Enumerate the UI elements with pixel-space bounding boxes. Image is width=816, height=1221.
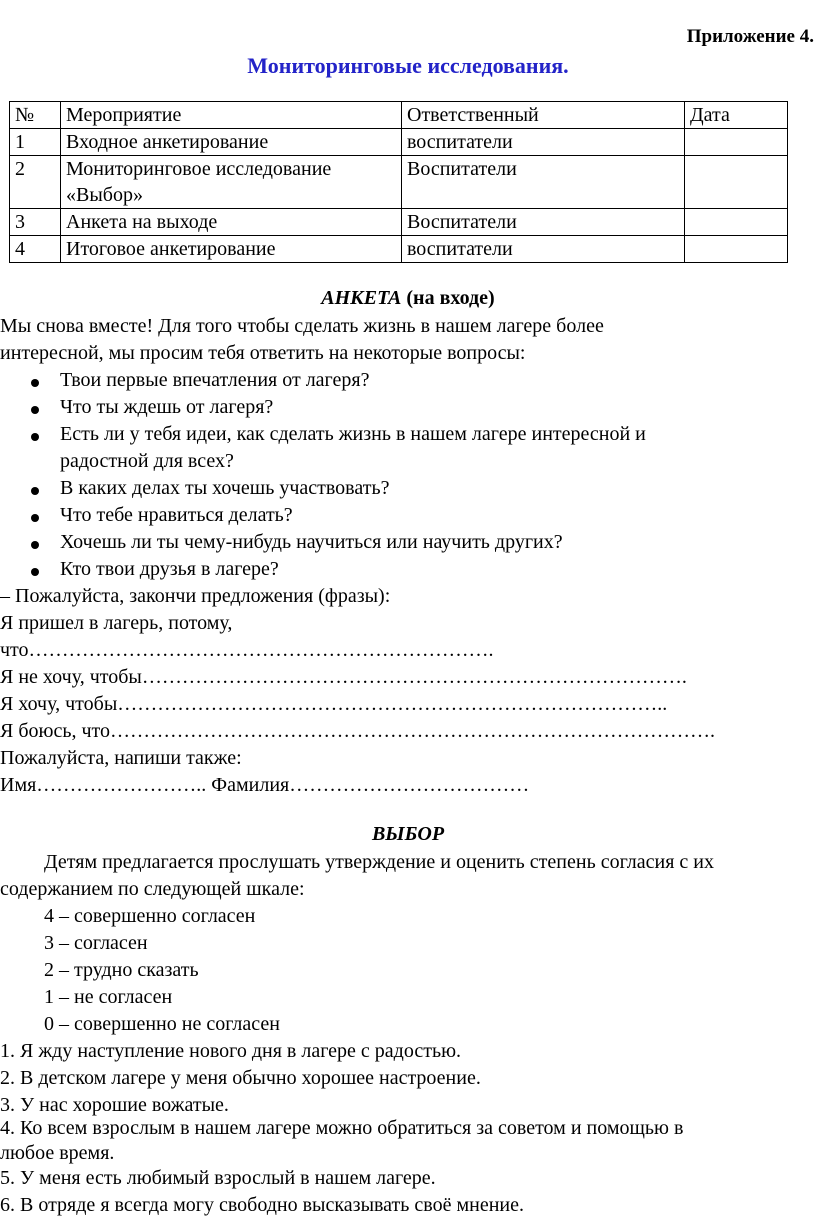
vybor-title <box>0 823 816 846</box>
table-header-row <box>10 102 788 129</box>
sentence-instruction: – Пожалуйста, закончи предложения (фразы): <box>0 585 391 607</box>
anketa-title-rest: (на входе) <box>401 287 495 309</box>
cell-date <box>685 156 788 209</box>
name-line: Имя…………………….. Фамилия……………………………… <box>0 774 530 796</box>
sentence-line: Пожалуйста, напиши также: <box>0 747 242 769</box>
bullet-dot-icon <box>31 541 39 549</box>
statement-item-continuation: любое время. <box>0 1142 115 1164</box>
cell-responsible: Воспитатели <box>402 156 685 209</box>
sentence-line: Я не хочу, чтобы………………………………………………………………………. <box>0 666 687 688</box>
statement-item: 1. Я жду наступление нового дня в лагере с радостью. <box>0 1040 462 1062</box>
statement-item: 6. В отряде я всегда могу свободно высказывать своё мнение. <box>0 1194 524 1216</box>
sentence-line: Я боюсь, что………………………………………………………………………………. <box>0 720 715 742</box>
cell-date <box>685 209 788 236</box>
cell-responsible: воспитатели <box>402 129 685 156</box>
vybor-title-italic: ВЫБОР <box>371 823 445 845</box>
scale-item: 2 – трудно сказать <box>44 959 199 981</box>
cell-responsible: воспитатели <box>402 236 685 263</box>
bullet-dot-icon <box>31 406 39 414</box>
bullet-dot-icon <box>31 514 39 522</box>
bullet-dot-icon <box>31 568 39 576</box>
statement-item: 5. У меня есть любимый взрослый в нашем лагере. <box>0 1167 436 1189</box>
cell-date <box>685 236 788 263</box>
question-item: Кто твои друзья в лагере? <box>60 558 279 580</box>
question-item: Твои первые впечатления от лагеря? <box>60 369 370 391</box>
document-title: Мониторинговые исследования. <box>247 53 569 78</box>
header-cell-event: Мероприятие <box>61 102 402 129</box>
sentence-line: Я хочу, чтобы……………………………………………………………………….. <box>0 693 668 715</box>
cell-number: 3 <box>10 209 61 236</box>
table-row <box>10 236 788 263</box>
cell-event-line2: «Выбор» <box>66 184 143 206</box>
cell-responsible: Воспитатели <box>402 209 685 236</box>
question-item: Хочешь ли ты чему-нибудь научиться или научить других? <box>60 531 563 553</box>
header-cell-date: Дата <box>685 102 788 129</box>
cell-date <box>685 129 788 156</box>
sentence-line: что……………………………………………………………. <box>0 639 494 661</box>
scale-item: 4 – совершенно согласен <box>44 905 256 927</box>
cell-event <box>61 156 402 209</box>
anketa-intro-line2: интересной, мы просим тебя ответить на некоторые вопросы: <box>0 342 526 364</box>
appendix-label: Приложение 4. <box>686 26 814 47</box>
question-item-continuation: радостной для всех? <box>60 450 234 472</box>
cell-number: 1 <box>10 129 61 156</box>
cell-event: Итоговое анкетирование <box>61 236 402 263</box>
statement-item: 4. Ко всем взрослым в нашем лагере можно обратиться за советом и помощью в <box>0 1117 684 1139</box>
sentence-line: Я пришел в лагерь, потому, <box>0 612 233 634</box>
anketa-title <box>0 287 816 310</box>
bullet-dot-icon <box>31 379 39 387</box>
statement-item: 3. У нас хорошие вожатые. <box>0 1094 229 1116</box>
events-table <box>9 101 788 263</box>
vybor-intro-line2: содержанием по следующей шкале: <box>0 878 305 900</box>
bullet-dot-icon <box>31 433 39 441</box>
cell-event-line1: Мониторинговое исследование <box>66 158 332 180</box>
question-item: Что ты ждешь от лагеря? <box>60 396 274 418</box>
anketa-intro-line1: Мы снова вместе! Для того чтобы сделать жизнь в нашем лагере более <box>0 315 604 337</box>
table-row <box>10 156 788 209</box>
question-item: В каких делах ты хочешь участвовать? <box>60 477 390 499</box>
cell-number: 4 <box>10 236 61 263</box>
table-row <box>10 209 788 236</box>
table-row <box>10 129 788 156</box>
question-item: Есть ли у тебя идеи, как сделать жизнь в нашем лагере интересной и <box>60 423 646 445</box>
scale-item: 1 – не согласен <box>44 986 173 1008</box>
header-cell-number: № <box>10 102 61 129</box>
cell-event: Анкета на выходе <box>61 209 402 236</box>
anketa-title-italic: АНКЕТА <box>321 287 402 309</box>
statement-item: 2. В детском лагере у меня обычно хорошее настроение. <box>0 1067 481 1089</box>
cell-event: Входное анкетирование <box>61 129 402 156</box>
scale-item: 0 – совершенно не согласен <box>44 1013 280 1035</box>
bullet-dot-icon <box>31 487 39 495</box>
scale-item: 3 – согласен <box>44 932 148 954</box>
question-item: Что тебе нравиться делать? <box>60 504 293 526</box>
cell-number: 2 <box>10 156 61 209</box>
header-cell-responsible: Ответственный <box>402 102 685 129</box>
vybor-intro-line1: Детям предлагается прослушать утверждение и оценить степень согласия с их <box>44 851 714 873</box>
